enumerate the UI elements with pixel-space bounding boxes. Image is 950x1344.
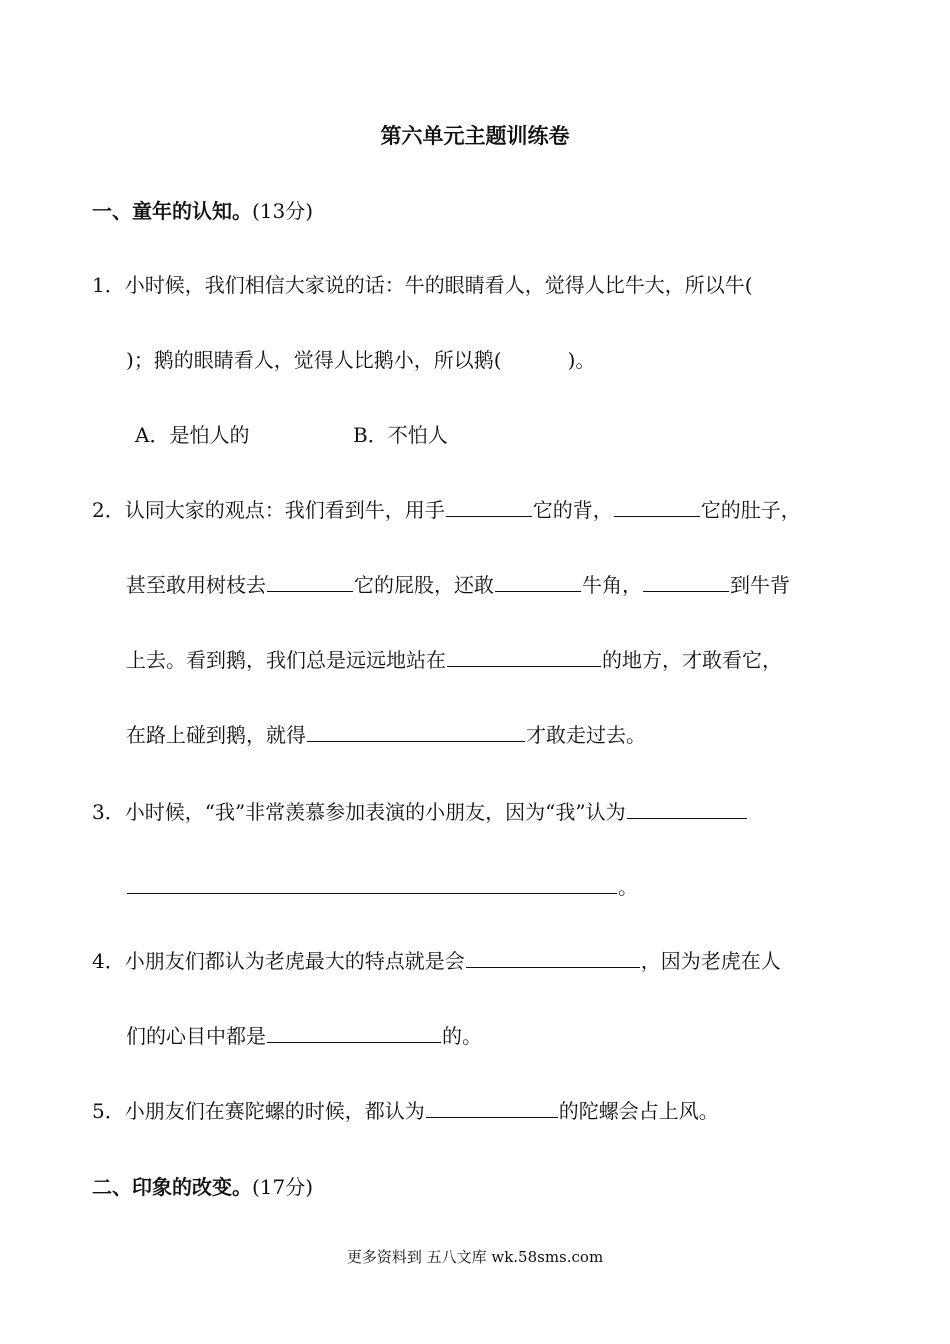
fill-blank[interactable] <box>495 571 581 592</box>
q4-text: 4．小朋友们都认为老虎最大的特点就是会 <box>92 949 465 973</box>
q5-text: 5．小朋友们在赛陀螺的时候，都认为 <box>92 1099 425 1123</box>
footer-watermark: 更多资料到 五八文库 wk.58sms.com <box>346 1248 604 1266</box>
q2-line-1 <box>92 495 801 525</box>
q2-line-4 <box>126 720 646 750</box>
q2-text: 牛角， <box>582 573 642 597</box>
q3-text: 。 <box>618 875 638 899</box>
q3-line-2 <box>126 872 638 902</box>
fill-blank[interactable] <box>643 571 729 592</box>
q2-line-3 <box>126 645 782 675</box>
q1-line-2-text-b: )。 <box>567 348 596 372</box>
q3-text: 3．小时候，“我”非常羡慕参加表演的小朋友，因为“我”认为 <box>92 800 626 824</box>
section-1-heading <box>92 196 313 226</box>
q2-text: 的地方，才敢看它， <box>602 648 782 672</box>
q2-text: 到牛背 <box>730 573 790 597</box>
q2-text: 甚至敢用树枝去 <box>126 573 266 597</box>
section-2-heading <box>92 1172 313 1202</box>
fill-blank[interactable] <box>446 496 532 517</box>
q2-text: 它的背， <box>532 498 613 522</box>
page-title: 第六单元主题训练卷 <box>380 124 570 148</box>
q4-line-1 <box>92 946 781 976</box>
q4-line-2 <box>126 1021 482 1051</box>
q1-option-a[interactable]: A．是怕人的 <box>135 423 250 447</box>
q2-text: 才敢走过去。 <box>526 723 646 747</box>
fill-blank[interactable] <box>466 947 640 968</box>
q2-text: 2．认同大家的观点：我们看到牛，用手 <box>92 498 445 522</box>
fill-blank[interactable] <box>127 873 617 894</box>
q2-text: 它的屁股，还敢 <box>354 573 494 597</box>
q1-option-b[interactable]: B．不怕人 <box>353 423 448 447</box>
q4-text: 们的心目中都是 <box>126 1024 266 1048</box>
section-1-title: 一、童年的认知。 <box>92 199 252 223</box>
q2-text: 在路上碰到鹅，就得 <box>126 723 306 747</box>
fill-blank[interactable] <box>447 646 601 667</box>
fill-blank[interactable] <box>426 1097 558 1118</box>
fill-blank[interactable] <box>627 798 747 819</box>
fill-blank[interactable] <box>267 571 353 592</box>
section-1-score: (13分) <box>252 199 314 223</box>
fill-blank[interactable] <box>267 1022 441 1043</box>
q1-line-2 <box>126 345 595 375</box>
fill-blank[interactable] <box>307 721 525 742</box>
q3-line-1 <box>92 797 748 827</box>
q4-text: 的。 <box>442 1024 482 1048</box>
fill-blank[interactable] <box>614 496 700 517</box>
q1-line-1: 1．小时候，我们相信大家说的话：牛的眼睛看人，觉得人比牛大，所以牛( <box>92 273 753 297</box>
section-2-title: 二、印象的改变。 <box>92 1175 252 1199</box>
q2-text: 上去。看到鹅，我们总是远远地站在 <box>126 648 446 672</box>
q1-line-2-text-a: )；鹅的眼睛看人，觉得人比鹅小，所以鹅( <box>126 348 502 372</box>
q2-line-2 <box>126 570 790 600</box>
q5-line-1 <box>92 1096 719 1126</box>
q2-text: 它的肚子， <box>700 498 801 522</box>
section-2-score: (17分) <box>252 1175 314 1199</box>
q4-text: ，因为老虎在人 <box>640 949 781 973</box>
q5-text: 的陀螺会占上风。 <box>558 1099 719 1123</box>
